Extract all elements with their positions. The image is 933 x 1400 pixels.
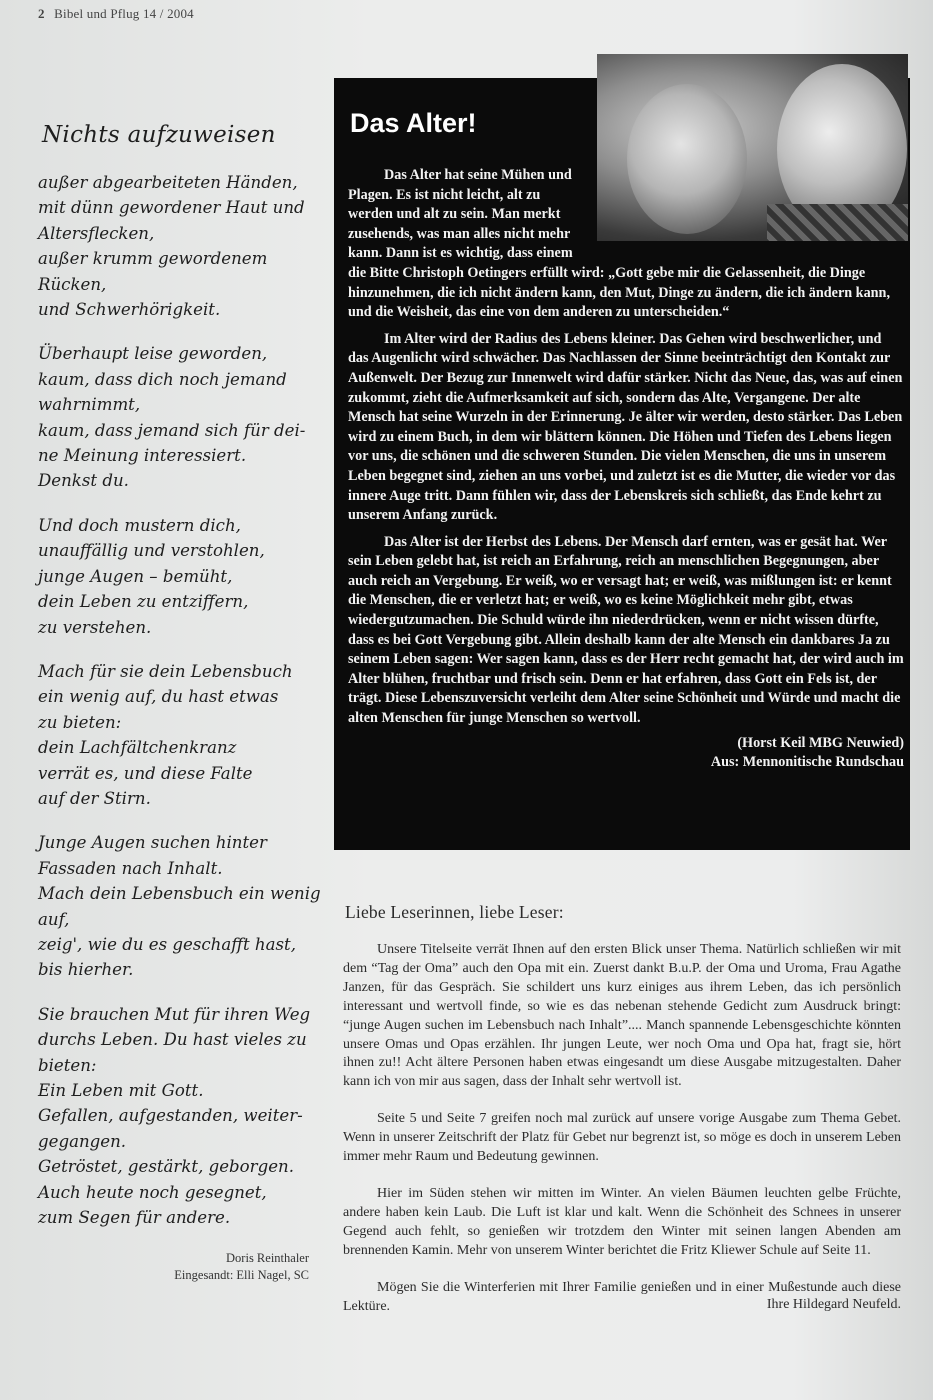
poem-stanza-5 [38, 830, 328, 982]
editorial-signature: Ihre Hildegard Neufeld. [766, 1297, 901, 1313]
editorial-paragraph: Unsere Titelseite verrät Ihnen auf den ersten Blick unser Thema. Natürlich schließen wir mit dem “Tag der Oma” auch den Opa mit ein. Zuerst dankt B.u.P. der Oma und Uroma, Frau Agathe Janzen, für das Gespräch. Sie schildert uns kurz einiges aus ihrem Leben, das ich persönlich interessant und wertvoll finde, so wie es das nebenan stehende Gedicht zum Ausdruck bringt: “junge Augen suchen im Lebensbuch nach Inhalt”.... Manch spannende Lebensgeschichte könnten unsere Omas und Opas erzählen. Ihr jungen Leute, wer noch Oma und Opa hat, fragt sie, hört ihnen zu!! Acht ältere Personen haben etwas eingesandt um diese Ausgabe mitzugestalten. Daher kann ich von mir aus sagen, dass der Inhalt sehr wertvoll ist. [343, 942, 901, 1090]
article-box [334, 78, 910, 850]
poem-line: zum Segen für andere. [38, 1208, 231, 1228]
poem-line: junge Augen – bemüht, [38, 566, 233, 586]
poem [38, 122, 328, 1249]
poem-line: Ein Leben mit Gott. [38, 1081, 204, 1100]
editorial-paragraph: Hier im Süden stehen wir mitten im Winter. An vielen Bäumen leuchten gelbe Früchte, andere haben kein Laub. Die Luft ist klar und kalt. Wenn die Schönheit des Schnees in unserer Gegend auch fehlt, so genießen wir trotzdem den Winter mit seinen langen Abenden am brennenden Kamin. Mehr von unserem Winter berichtet die Fritz Kliewer Schule auf Seite 11. [343, 1185, 901, 1258]
poem-line: Getröstet, gestärkt, geborgen. [38, 1157, 295, 1177]
poem-author: Doris Reinthaler [226, 1251, 309, 1265]
publication-name: Bibel und Pflug [54, 6, 140, 21]
poem-line: Gefallen, aufgestanden, weiter- [38, 1106, 303, 1126]
page-number: 2 [38, 6, 45, 21]
poem-stanza-6 [38, 1002, 328, 1231]
poem-line: dein Lachfältchenkranz [38, 738, 237, 758]
poem-line: kaum, dass jemand sich für dei- [38, 420, 306, 440]
poem-line: ne Meinung interessiert. [38, 446, 247, 466]
poem-line: zeig', wie du es geschafft hast, [38, 934, 296, 954]
poem-line: unauffällig und verstohlen, [38, 541, 265, 561]
poem-line: Und doch mustern dich, [38, 515, 241, 535]
article-paragraph: Im Alter wird der Radius des Lebens kleiner. Das Gehen wird beschwerlicher, und das Augenlicht wird schwächer. Das Nachlassen der Sinne beeinträchtigt den Kontakt zur Außenwelt. Der Bezug zur Innenwelt wird dafür stärker. Nicht das Neue, das, was auf einen zukommt, zieht die Aufmerksamkeit auf sich, sondern das Alte, Vergangene. Der alte Mensch hat seine Wurzeln in der Erinnerung. Je älter wir werden, desto stärker. Das Leben wird zu einem Buch, in dem wir blättern können. Die Höhen und Tiefen des Lebens liegen vor uns, die schönen und die schweren Stunden. Die vielen Menschen, die uns in unserem Leben begegnet sind, ziehen an uns vorbei, und zuletzt ist es die Mutter, die wieder vor das innere Auge tritt. Dann fühlen wir, dass der Lebenskreis sich schließt, das Ende kehrt zu unserem Anfang zurück. [348, 330, 903, 524]
poem-credit [174, 1250, 309, 1284]
poem-line: zu verstehen. [38, 617, 152, 637]
poem-line: Sie brauchen Mut für ihren Weg [38, 1004, 311, 1024]
poem-stanza-1 [38, 170, 328, 322]
editorial [343, 902, 901, 1313]
running-header [38, 6, 194, 22]
article-credit [348, 734, 904, 773]
editorial-paragraph: Seite 5 und Seite 7 greifen noch mal zurück auf unsere vorige Ausgabe zum Thema Gebet. Wenn in unserer Zeitschrift der Platz für Gebet nur begrenzt ist, so möge es doch in unserem Leben immer mehr Raum und Bedeutung gewinnen. [343, 1111, 901, 1165]
poem-line: verrät es, und diese Falte [38, 763, 253, 783]
poem-line: außer abgearbeiteten Händen, [38, 173, 298, 192]
poem-line: mit dünn gewordener Haut und [38, 198, 305, 218]
poem-line: bis hierher. [38, 960, 134, 980]
article-body [348, 166, 904, 773]
poem-line: Junge Augen suchen hinter [38, 833, 267, 853]
photo-wrap-space [586, 166, 904, 256]
editorial-paragraph: Mögen Sie die Winterferien mit Ihrer Familie genießen und in einer Mußestunde auch diese Lektüre. [343, 1279, 901, 1314]
article-paragraph: Das Alter hat seine Mühen und Plagen. Es ist nicht leicht, alt zu werden und alt zu sein. Man merkt zusehends, was man alles nicht mehr kann. Dann ist es wichtig, dass einem die Bitte Christoph Oetingers erfüllt wird: „Gott gebe mir die Gelassenheit, die Dinge hinzunehmen, die ich nicht ändern kann, den Mut, Dinge zu ändern, die ich ändern kann, und die Weisheit, das eine von dem anderen zu unterscheiden.“ [348, 167, 890, 321]
poem-line: Fassaden nach Inhalt. [38, 858, 223, 878]
poem-submitted-by: Eingesandt: Elli Nagel, SC [174, 1268, 309, 1282]
poem-line: Mach dein Lebensbuch ein wenig [38, 884, 321, 904]
article-title: Das Alter! [350, 108, 477, 138]
poem-line: Altersflecken, [38, 223, 155, 243]
poem-line: und Schwerhörigkeit. [38, 300, 221, 320]
issue-number: 14 / 2004 [142, 6, 194, 21]
poem-line: Auch heute noch gesegnet, [38, 1182, 267, 1202]
poem-stanza-2 [38, 341, 328, 493]
poem-line: auf der Stirn. [38, 788, 151, 808]
poem-line: gegangen. [38, 1131, 127, 1151]
poem-stanza-3 [38, 513, 328, 640]
poem-title: Nichts aufzuweisen [42, 122, 276, 148]
poem-line: auf, [38, 909, 70, 929]
editorial-heading: Liebe Leserinnen, liebe Leser: [345, 902, 564, 922]
poem-line: kaum, dass dich noch jemand [38, 369, 287, 389]
poem-line: Überhaupt leise geworden, [38, 344, 268, 364]
poem-line: Mach für sie dein Lebensbuch [38, 661, 293, 681]
poem-line: außer krumm gewordenem [38, 249, 268, 269]
poem-line: ein wenig auf, du hast etwas [38, 687, 279, 707]
poem-line: durchs Leben. Du hast vieles zu [38, 1030, 307, 1050]
poem-line: Rücken, [38, 274, 107, 294]
article-paragraph: Das Alter ist der Herbst des Lebens. Der Mensch darf ernten, was er gesät hat. Wer sein Leben gelebt hat, ist reich an Erfahrung, reich an menschlichen Begegnungen, aber auch reich an Vergebung. Er weiß, wo er versagt hat; er weiß, was mißlungen ist: er kennt die Menschen, die er verletzt hat; er weiß, wo es keine Möglichkeit mehr gibt, etwas wiedergutzumachen. Die Schuld würde ihn niederdrücken, wenn er nicht wissen dürfte, dass es bei Gott Vergebung gibt. Allein deshalb kann der alte Mensch ein dankbares Ja zu seinem Leben sagen: Wer sagen kann, dass es der Herr recht gemacht hat, der wird auch im Alter blühen, fruchtbar und frisch sein. Denn er hat erfahren, dass Gott ein Fels ist, der trägt. Diese Lebenszuversicht verleiht dem Alter seine Schönheit und Würde und macht die alten Menschen für junge Menschen so wertvoll. [348, 533, 904, 727]
poem-stanza-4 [38, 659, 328, 811]
poem-line: dein Leben zu entziffern, [38, 592, 249, 612]
poem-line: zu bieten: [38, 712, 122, 732]
article-author: (Horst Keil MBG Neuwied) [737, 734, 904, 751]
poem-line: wahrnimmt, [38, 395, 141, 415]
article-source: Aus: Mennonitische Rundschau [710, 754, 904, 771]
poem-line: bieten: [38, 1055, 97, 1075]
poem-line: Denkst du. [38, 471, 129, 491]
